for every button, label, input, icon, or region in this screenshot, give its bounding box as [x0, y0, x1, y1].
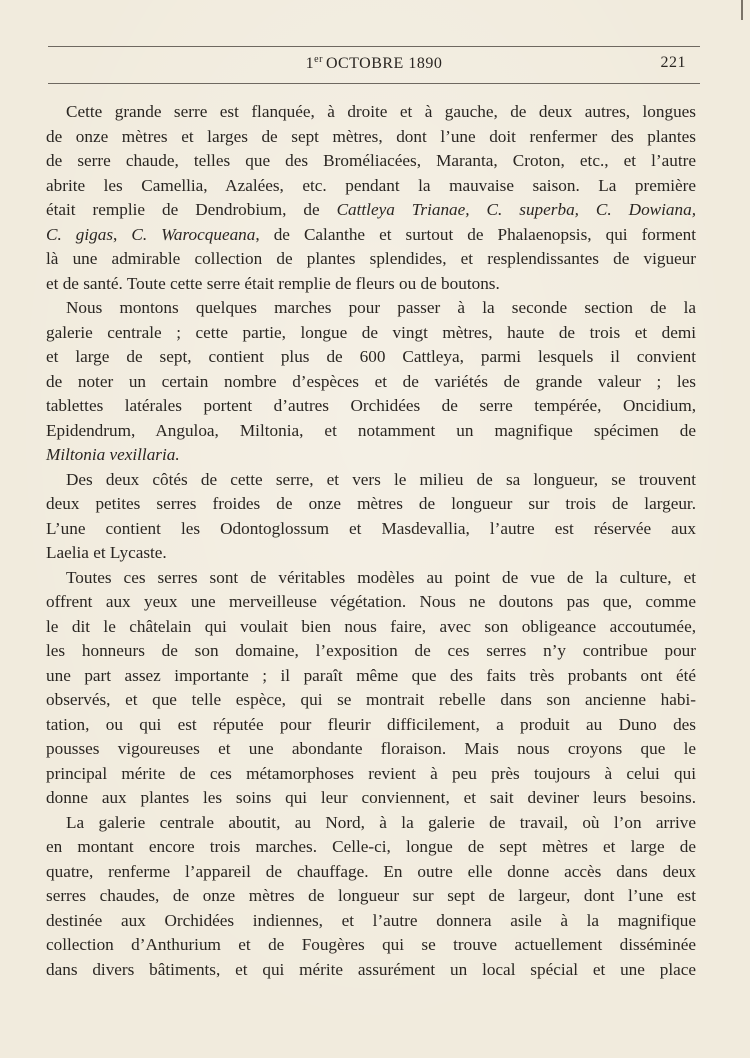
text-line: tablettes latérales portent d’autres Orchidées de serre tempérée, Oncidium,	[46, 396, 696, 415]
text-line: tation, ou qui est réputée pour fleurir difficilement, a produit au Duno des	[46, 714, 696, 734]
body-text	[46, 100, 696, 982]
text-line: observés, et que telle espèce, qui se montrait rebelle dans son ancienne habi-	[46, 690, 696, 709]
text-line: galerie centrale ; cette partie, longue de vingt mètres, haute de trois et demi	[46, 322, 696, 342]
text-line: offrent aux yeux une merveilleuse végétation. Nous ne doutons pas que, comme	[46, 592, 696, 611]
text-line: destinée aux Orchidées indiennes, et l’autre donnera asile à la magnifique	[46, 910, 696, 930]
text-fragment: était remplie de Dendrobium, de	[46, 200, 337, 219]
text-line	[46, 443, 696, 468]
text-line: et large de sept, contient plus de 600 Cattleya, parmi lesquels il convient	[46, 347, 696, 366]
text-line: Cette grande serre est flanquée, à droite et à gauche, de deux autres, longues	[66, 102, 696, 121]
text-line: La galerie centrale aboutit, au Nord, à la galerie de travail, où l’on arrive	[66, 812, 696, 832]
text-line: dans divers bâtiments, et qui mérite assurément un local spécial et une place	[46, 959, 696, 979]
corner-mark	[741, 0, 746, 20]
text-line: donne aux plantes les soins qui leur conviennent, et sait deviner leurs besoins.	[46, 788, 696, 807]
text-line: Nous montons quelques marches pour passer à la seconde section de la	[66, 298, 696, 317]
text-line: deux petites serres froides de onze mètres de longueur sur trois de largeur.	[46, 494, 696, 513]
text-line: de onze mètres et larges de sept mètres, dont l’une doit renfermer des plantes	[46, 126, 696, 146]
text-line: abrite les Camellia, Azalées, etc. pendant la mauvaise saison. La première	[46, 175, 696, 195]
text-line: et de santé. Toute cette serre était remplie de fleurs ou de boutons.	[46, 273, 500, 293]
header-rule-bottom	[48, 83, 700, 84]
text-line: Toutes ces serres sont de véritables modèles au point de vue de la culture, et	[66, 567, 696, 587]
text-line: en montant encore trois marches. Celle-ci, longue de sept mètres et large de	[46, 837, 696, 856]
text-line: une part assez importante ; il paraît même que des faits très probants ont été	[46, 665, 696, 685]
running-header	[48, 52, 700, 78]
header-date-text: OCTOBRE 1890	[325, 55, 443, 72]
text-line: là une admirable collection de plantes splendides, et resplendissantes de vigueur	[46, 249, 696, 268]
italic-species: C. Warocqueana	[131, 224, 256, 244]
italic-species: Miltonia vexillaria.	[46, 445, 180, 464]
text-line: le dit le châtelain qui voulait bien nous faire, avec son obligeance accoutumée,	[46, 616, 696, 636]
text-line	[46, 198, 696, 223]
text-line: Epidendrum, Anguloa, Miltonia, et notamment un magnifique spécimen de	[46, 420, 696, 440]
header-date-sup: er	[314, 54, 323, 65]
text-line: Laelia et Lycaste.	[46, 543, 167, 562]
text-fragment: ,	[113, 224, 132, 244]
text-line: serres chaudes, de onze mètres de longueur sur sept de largeur, dont l’une est	[46, 886, 696, 905]
text-line: principal mérite de ces métamorphoses revient à peu près toujours à celui qui	[46, 763, 696, 783]
header-date	[48, 54, 700, 73]
text-line: pousses vigoureuses et une abondante floraison. Mais nous croyons que le	[46, 739, 696, 758]
header-rule-top	[48, 46, 700, 47]
header-date-num: 1	[305, 55, 315, 72]
page-number: 221	[660, 54, 686, 71]
italic-species: C. gigas	[46, 224, 114, 244]
italic-species: Cattleya Trianae, C. superba, C. Dowiana,	[336, 200, 696, 219]
text-line: Des deux côtés de cette serre, et vers le milieu de sa longueur, se trouvent	[66, 469, 696, 489]
text-line: les honneurs de son domaine, l’exposition de ces serres n’y contribue pour	[46, 641, 696, 660]
text-line: collection d’Anthurium et de Fougères qui se trouve actuellement disséminée	[46, 935, 696, 954]
text-line: L’une contient les Odontoglossum et Masdevallia, l’autre est réservée aux	[46, 518, 696, 538]
text-line	[46, 223, 696, 248]
text-line: de noter un certain nombre d’espèces et de variétés de grande valeur ; les	[46, 371, 696, 391]
text-fragment: , de Calanthe et surtout de Phalaenopsis, qui forment	[255, 224, 696, 244]
text-line: quatre, renferme l’appareil de chauffage. En outre elle donne accès dans deux	[46, 861, 696, 881]
text-line: de serre chaude, telles que des Broméliacées, Maranta, Croton, etc., et l’autre	[46, 151, 696, 170]
